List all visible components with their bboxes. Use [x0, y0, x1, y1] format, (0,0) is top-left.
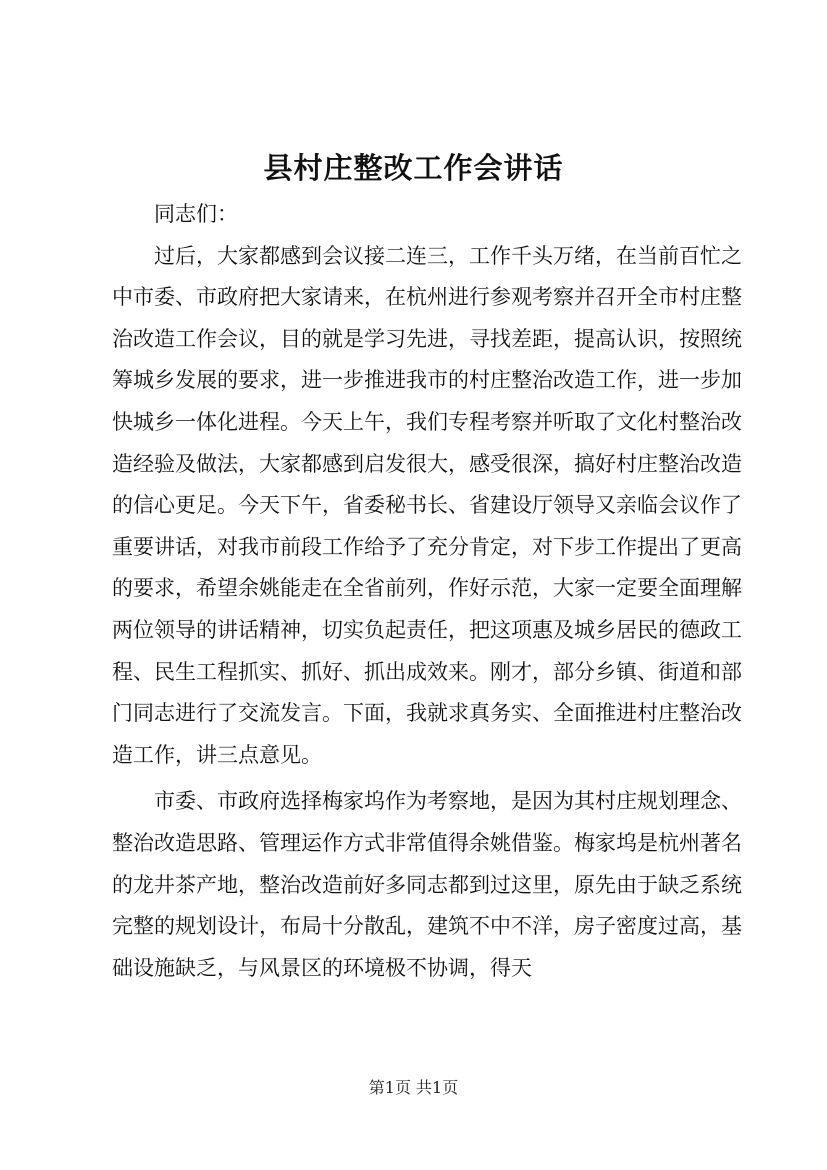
document-title: 县村庄整改工作会讲话 [263, 151, 564, 185]
paragraph-2: 市委、市政府选择梅家坞作为考察地，是因为其村庄规划理念、整治改造思路、管理运作方式非常值得余姚借鉴。梅家坞是杭州著名的龙井茶产地，整治改造前好多同志都到过这里，原先由于缺乏系统完整的规划设计，布局十分散乱，建筑不中不洋，房子密度过高，基础设施缺乏，与风景区的环境极不协调，得天 [112, 789, 742, 980]
paragraph-1: 过后，大家都感到会议接二连三，工作千头万绪，在当前百忙之中市委、市政府把大家请来，在杭州进行参观考察并召开全市村庄整治改造工作会议，目的就是学习先进，寻找差距，提高认识，按照统筹城乡发展的要求，进一步推进我市的村庄整治改造工作，进一步加快城乡一体化进程。今天上午，我们专程考察并听取了文化村整治改造经验及做法，大家都感到启发很大，感受很深，搞好村庄整治改造的信心更足。今天下午，省委秘书长、省建设厅领导又亲临会议作了重要讲话，对我市前段工作给予了充分肯定，对下步工作提出了更高的要求，希望余姚能走在全省前列，作好示范，大家一定要全面理解两位领导的讲话精神，切实负起责任，把这项惠及城乡居民的德政工程、民生工程抓实、抓好、抓出成效来。刚才，部分乡镇、街道和部门同志进行了交流发言。下面，我就求真务实、全面推进村庄整治改造工作，讲三点意见。 [112, 243, 742, 767]
salutation: 同志们： [154, 202, 238, 226]
document-body [112, 194, 742, 989]
page-footer: 第1页 共1页 [368, 1078, 459, 1097]
